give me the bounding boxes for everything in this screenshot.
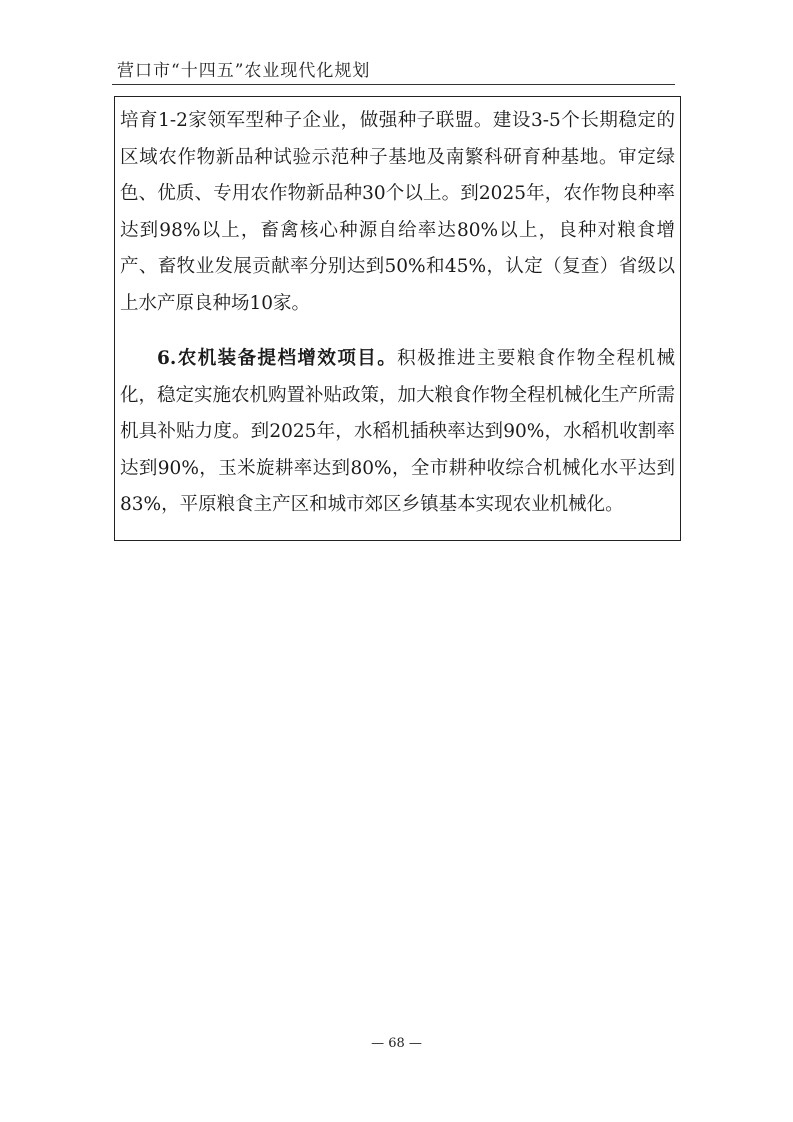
body-paragraph-2 — [120, 341, 675, 524]
header-divider — [112, 84, 675, 85]
project-heading: 6.农机装备提档增效项目。 — [157, 348, 398, 369]
project-description: 积极推进主要粮食作物全程机械化，稳定实施农机购置补贴政策，加大粮食作物全程机械化生产所需机具补贴力度。到2025年，水稻机插秧率达到90%，水稻机收割率达到90%，玉米旋耕率达到80%，全市耕种收综合机械化水平达到83%，平原粮食主产区和城市郊区乡镇基本实现农业机械化。 — [120, 348, 676, 515]
page-number: — 68 — — [371, 1036, 422, 1051]
running-header-title: 营口市“十四五”农业现代化规划 — [117, 61, 371, 81]
body-paragraph-1: 培育1-2家领军型种子企业，做强种子联盟。建设3-5个长期稳定的区域农作物新品种试验示范种子基地及南繁科研育种基地。审定绿色、优质、专用农作物新品种30个以上。到2025年，农作物良种率达到98%以上，畜禽核心种源自给率达80%以上，良种对粮食增产、畜牧业发展贡献率分别达到50%和45%，认定（复查）省级以上水产原良种场10家。 — [120, 110, 675, 314]
